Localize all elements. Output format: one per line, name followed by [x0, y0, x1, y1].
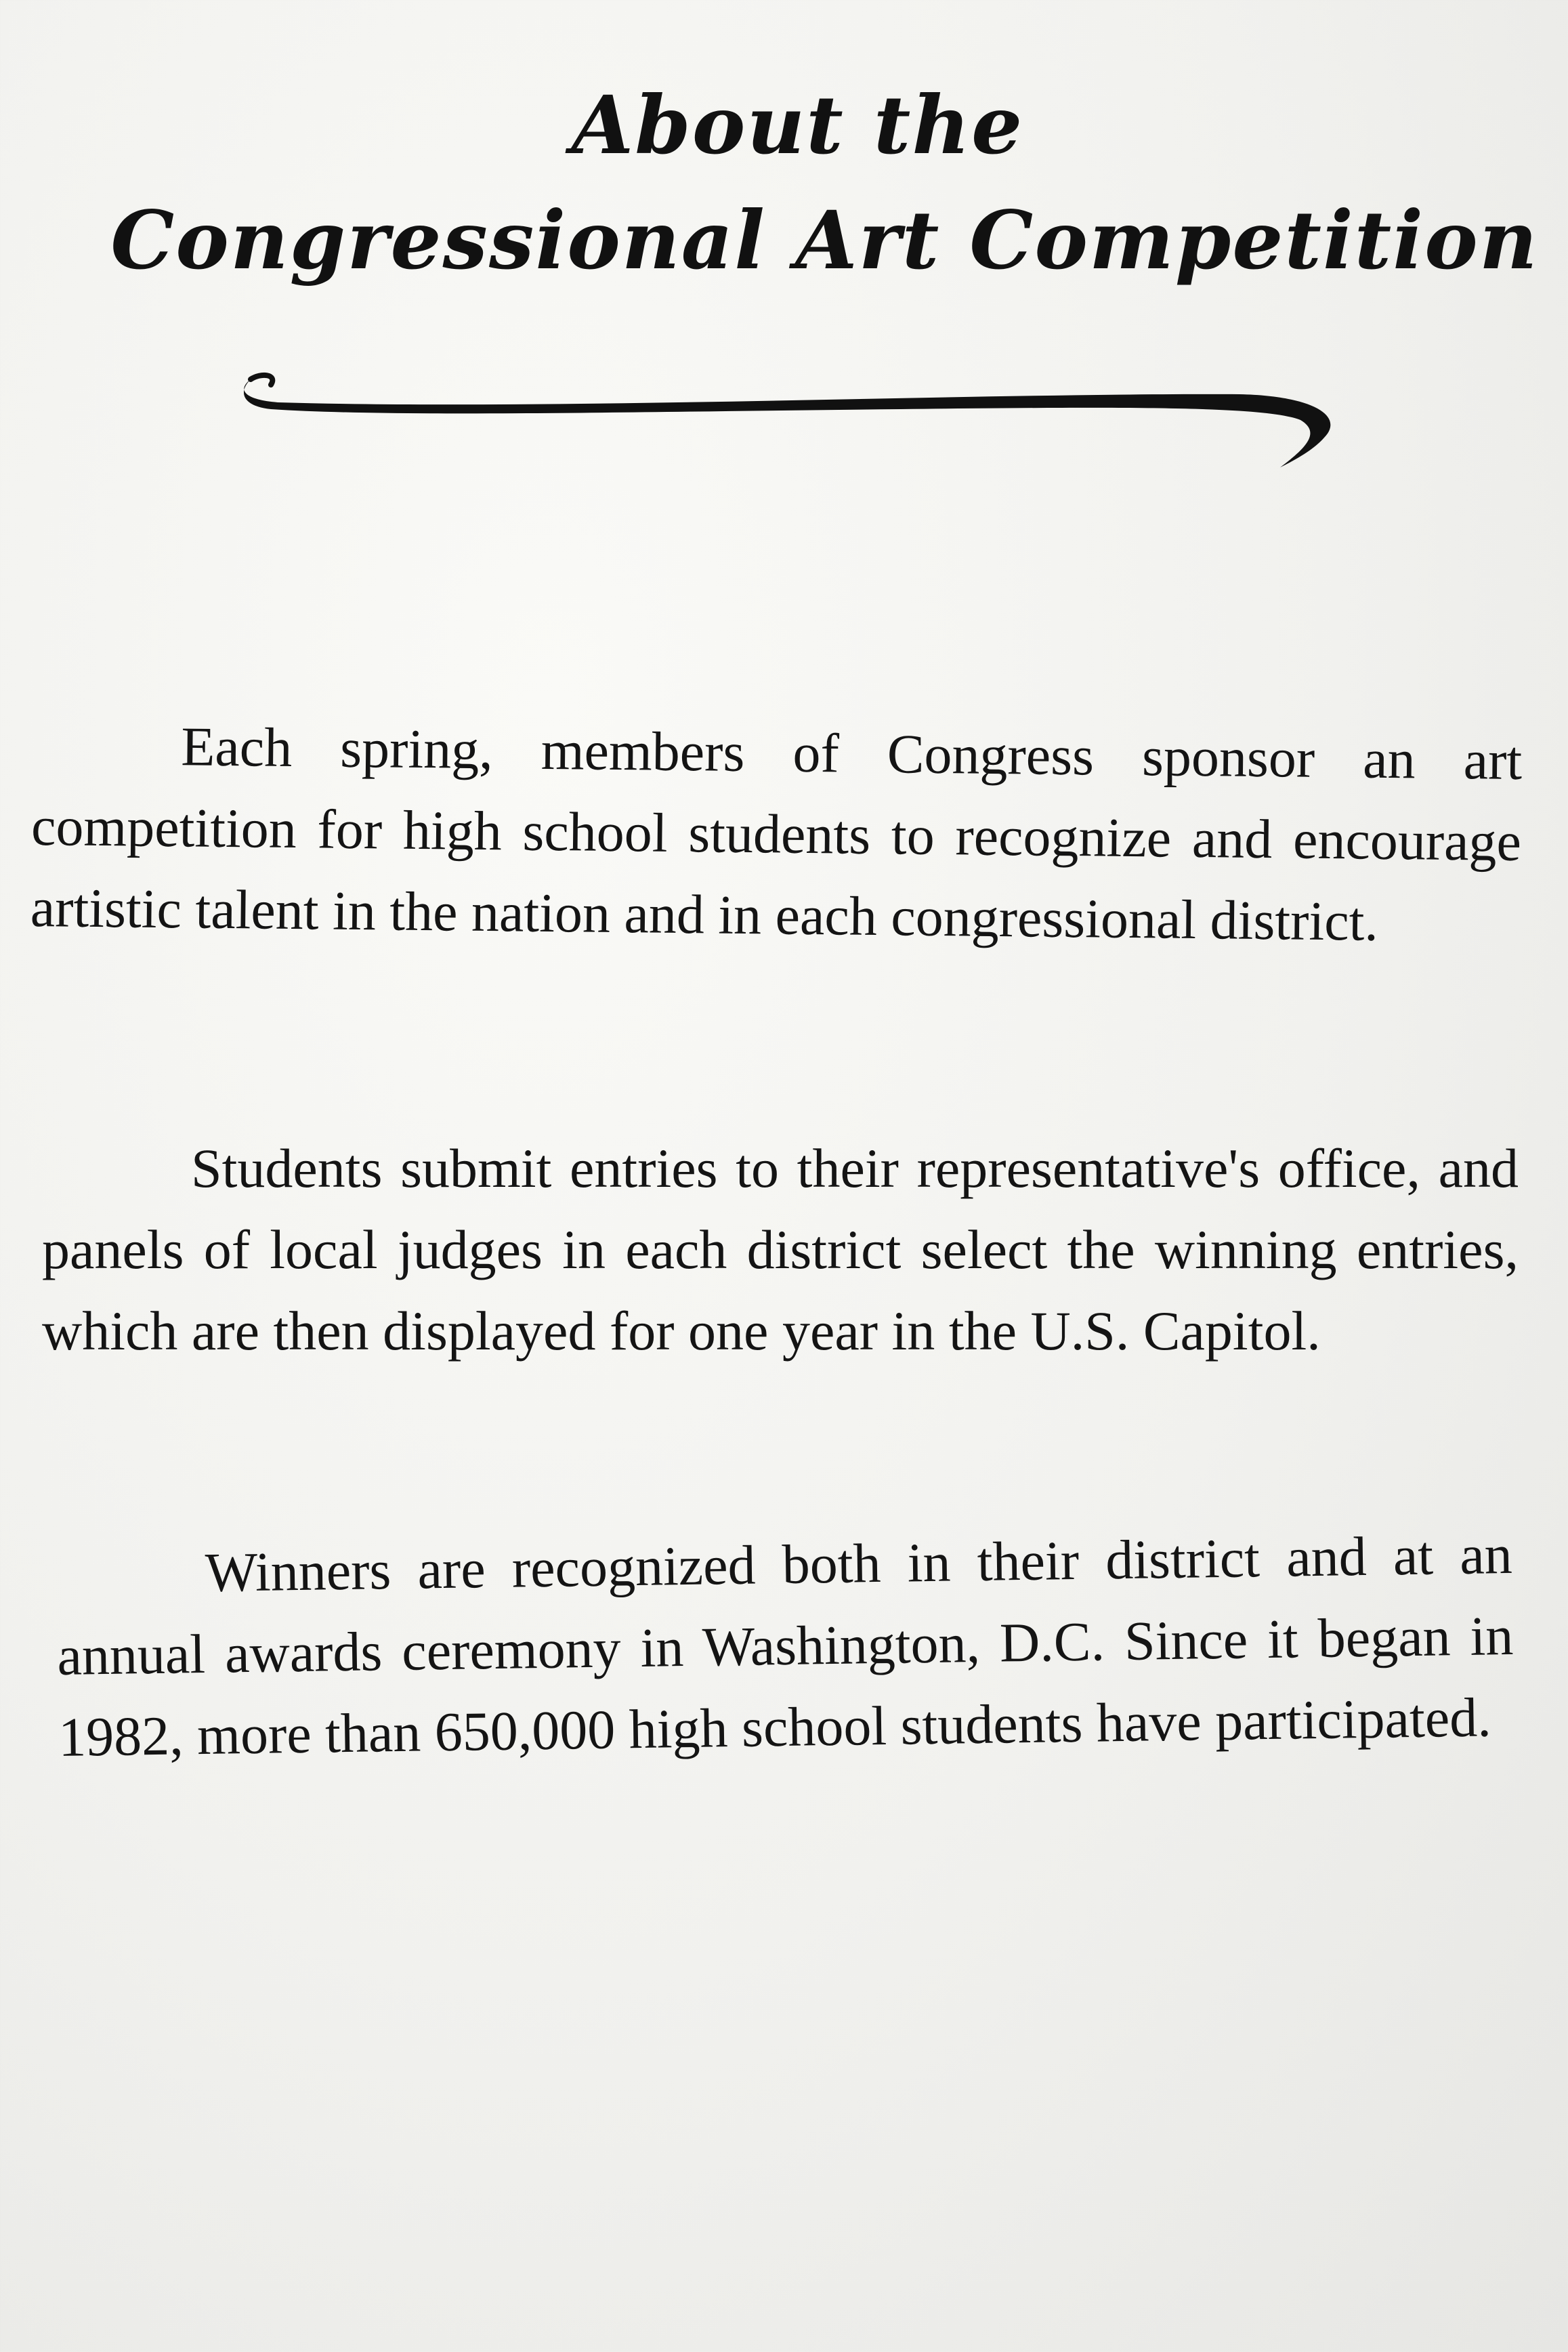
- paragraph-art-competition-intro: [30, 705, 1523, 964]
- title-line-about: About the: [571, 78, 1024, 172]
- paragraph-winners: [56, 1514, 1515, 1778]
- paragraph-entry-process: [42, 1128, 1519, 1372]
- paragraph-text: Students submit entries to their representative's office, and panels of local judges in each district select the winning entries, which are then displayed for one year in the U.S. Capitol.: [42, 1137, 1519, 1362]
- paragraph-text: Each spring, members of Congress sponsor an art competition for high school students to recognize and encourage artistic talent in the nation and in each congressional district.: [30, 715, 1523, 952]
- title-line-competition: Congressional Art Competition: [110, 193, 1539, 287]
- paragraph-text: Winners are recognized both in their district and at an annual awards ceremony in Washington, D.C. Since it began in 1982, more than 650,000 high school students have participated.: [56, 1523, 1514, 1768]
- decorative-flourish-divider: [224, 352, 1348, 481]
- paragraph-indent: [56, 1591, 205, 1593]
- paragraph-indent: [32, 763, 181, 765]
